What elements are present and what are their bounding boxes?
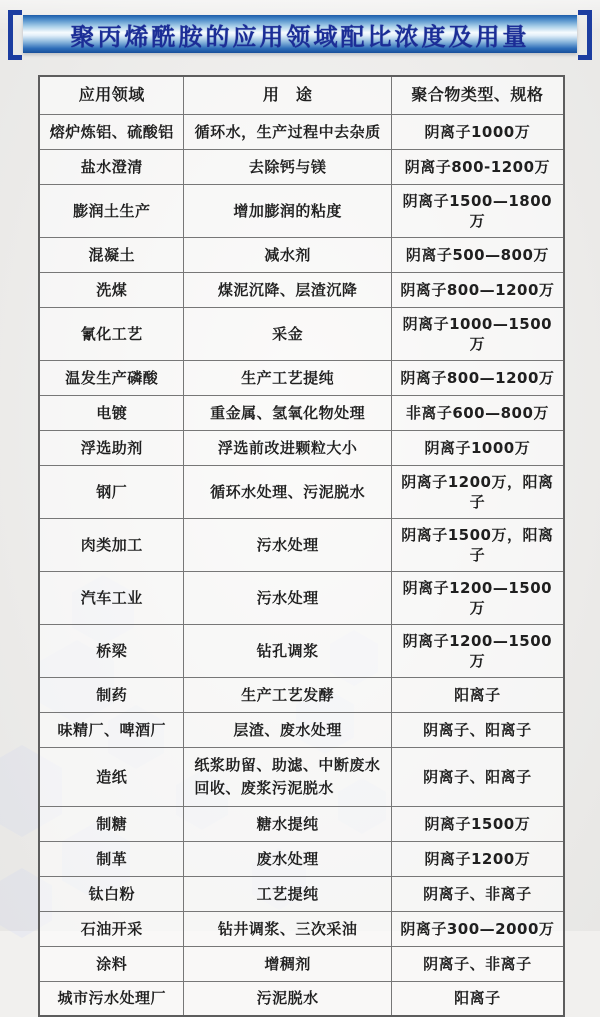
cell-use: 生产工艺提纯: [184, 360, 391, 395]
cell-spec: 阴离子、阳离子: [391, 712, 564, 747]
table-row: [39, 876, 564, 911]
cell-use: 污泥脱水: [184, 981, 391, 1016]
cell-field: 桥梁: [39, 624, 184, 677]
table-row: [39, 184, 564, 237]
cell-spec: 阴离子、非离子: [391, 876, 564, 911]
table-row: [39, 747, 564, 806]
cell-spec: 阳离子: [391, 677, 564, 712]
cell-use: 重金属、氢氧化物处理: [184, 395, 391, 430]
cell-use: 循环水，生产过程中去杂质: [184, 114, 391, 149]
cell-spec: 阴离子、非离子: [391, 946, 564, 981]
cell-use: 钻孔调浆: [184, 624, 391, 677]
cell-use: 增稠剂: [184, 946, 391, 981]
cell-spec: 阴离子1500—1800万: [391, 184, 564, 237]
cell-use: 减水剂: [184, 237, 391, 272]
cell-use: 层渣、废水处理: [184, 712, 391, 747]
header-use: 用 途: [184, 76, 391, 114]
application-table-container: [38, 75, 565, 1017]
table-row: [39, 518, 564, 571]
cell-spec: 阴离子800—1200万: [391, 272, 564, 307]
cell-field: 汽车工业: [39, 571, 184, 624]
cell-spec: 阴离子800-1200万: [391, 149, 564, 184]
cell-field: 熔炉炼铝、硫酸铝: [39, 114, 184, 149]
cell-spec: 阳离子: [391, 981, 564, 1016]
cell-field: 造纸: [39, 747, 184, 806]
cell-use: 纸浆助留、助滤、中断废水回收、废浆污泥脱水: [184, 747, 391, 806]
table-row: [39, 806, 564, 841]
table-row: [39, 360, 564, 395]
table-row: [39, 307, 564, 360]
cell-use: 增加膨润的粘度: [184, 184, 391, 237]
cell-spec: 阴离子300—2000万: [391, 911, 564, 946]
table-row: [39, 395, 564, 430]
cell-field: 石油开采: [39, 911, 184, 946]
cell-spec: 阴离子500—800万: [391, 237, 564, 272]
left-bracket-decoration: [8, 10, 22, 60]
cell-use: 废水处理: [184, 841, 391, 876]
cell-field: 洗煤: [39, 272, 184, 307]
cell-field: 浮选助剂: [39, 430, 184, 465]
table-row: [39, 430, 564, 465]
page-title: 聚丙烯酰胺的应用领域配比浓度及用量: [70, 22, 530, 51]
cell-use: 生产工艺发酵: [184, 677, 391, 712]
table-row: [39, 677, 564, 712]
cell-field: 味精厂、啤酒厂: [39, 712, 184, 747]
cell-field: 温发生产磷酸: [39, 360, 184, 395]
table-row: [39, 712, 564, 747]
cell-field: 盐水澄清: [39, 149, 184, 184]
cell-field: 电镀: [39, 395, 184, 430]
cell-use: 污水处理: [184, 518, 391, 571]
cell-spec: 阴离子、阳离子: [391, 747, 564, 806]
table-row: [39, 114, 564, 149]
cell-spec: 阴离子1200—1500万: [391, 571, 564, 624]
table-body: [39, 114, 564, 1016]
table-row: [39, 841, 564, 876]
cell-field: 钢厂: [39, 465, 184, 518]
cell-field: 制药: [39, 677, 184, 712]
cell-field: 涂料: [39, 946, 184, 981]
table-row: [39, 624, 564, 677]
cell-spec: 非离子600—800万: [391, 395, 564, 430]
application-table: [38, 75, 565, 1017]
table-row: [39, 981, 564, 1016]
cell-spec: 阴离子800—1200万: [391, 360, 564, 395]
cell-spec: 阴离子1500万，阳离子: [391, 518, 564, 571]
title-bar: [23, 15, 577, 53]
cell-spec: 阴离子1000万: [391, 430, 564, 465]
cell-field: 肉类加工: [39, 518, 184, 571]
cell-field: 混凝土: [39, 237, 184, 272]
cell-field: 城市污水处理厂: [39, 981, 184, 1016]
cell-spec: 阴离子1200万，阳离子: [391, 465, 564, 518]
cell-use: 糖水提纯: [184, 806, 391, 841]
cell-field: 制糖: [39, 806, 184, 841]
cell-field: 钛白粉: [39, 876, 184, 911]
cell-use: 循环水处理、污泥脱水: [184, 465, 391, 518]
cell-use: 浮选前改进颗粒大小: [184, 430, 391, 465]
header-field: 应用领域: [39, 76, 184, 114]
table-row: [39, 465, 564, 518]
cell-spec: 阴离子1200—1500万: [391, 624, 564, 677]
table-row: [39, 911, 564, 946]
table-row: [39, 946, 564, 981]
cell-spec: 阴离子1000万: [391, 114, 564, 149]
table-row: [39, 571, 564, 624]
table-row: [39, 149, 564, 184]
cell-field: 氰化工艺: [39, 307, 184, 360]
title-banner: [0, 0, 600, 68]
cell-spec: 阴离子1000—1500万: [391, 307, 564, 360]
cell-field: 膨润土生产: [39, 184, 184, 237]
cell-spec: 阴离子1500万: [391, 806, 564, 841]
table-row: [39, 237, 564, 272]
cell-spec: 阴离子1200万: [391, 841, 564, 876]
table-header-row: [39, 76, 564, 114]
cell-use: 去除钙与镁: [184, 149, 391, 184]
table-row: [39, 272, 564, 307]
header-spec: 聚合物类型、规格: [391, 76, 564, 114]
cell-use: 污水处理: [184, 571, 391, 624]
cell-field: 制革: [39, 841, 184, 876]
cell-use: 工艺提纯: [184, 876, 391, 911]
right-bracket-decoration: [578, 10, 592, 60]
cell-use: 采金: [184, 307, 391, 360]
cell-use: 钻井调浆、三次采油: [184, 911, 391, 946]
cell-use: 煤泥沉降、层渣沉降: [184, 272, 391, 307]
